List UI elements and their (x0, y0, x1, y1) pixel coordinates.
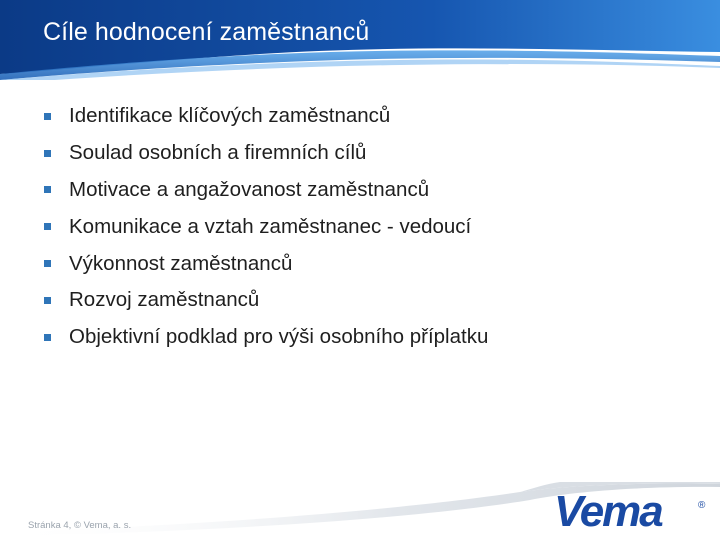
square-bullet-icon (44, 223, 51, 230)
title-bar (0, 0, 720, 80)
bullet-item (44, 135, 488, 172)
square-bullet-icon (44, 297, 51, 304)
footer-text: Stránka 4, © Vema, a. s. (28, 520, 132, 531)
bullet-list (44, 98, 488, 356)
bullet-item (44, 98, 488, 135)
bullet-item (44, 319, 488, 356)
bullet-item (44, 245, 488, 282)
slide-title: Cíle hodnocení zaměstnanců (43, 18, 370, 46)
bullet-text: Objektivní podklad pro výši osobního příplatku (69, 325, 489, 349)
square-bullet-icon (44, 113, 51, 120)
bullet-item (44, 172, 488, 209)
square-bullet-icon (44, 150, 51, 157)
logo-registered-mark: ® (698, 500, 706, 511)
vema-logo (552, 488, 712, 532)
logo-text: Vema (554, 488, 662, 532)
bullet-text: Motivace a angažovanost zaměstnanců (69, 177, 430, 201)
bullet-text: Soulad osobních a firemních cílů (69, 141, 367, 165)
square-bullet-icon (44, 186, 51, 193)
square-bullet-icon (44, 260, 51, 267)
bullet-text: Identifikace klíčových zaměstnanců (69, 104, 391, 128)
bullet-item (44, 208, 488, 245)
bullet-text: Komunikace a vztah zaměstnanec - vedoucí (69, 214, 472, 238)
bullet-text: Rozvoj zaměstnanců (69, 288, 260, 312)
bullet-text: Výkonnost zaměstnanců (69, 251, 293, 275)
square-bullet-icon (44, 334, 51, 341)
bullet-item (44, 282, 488, 319)
